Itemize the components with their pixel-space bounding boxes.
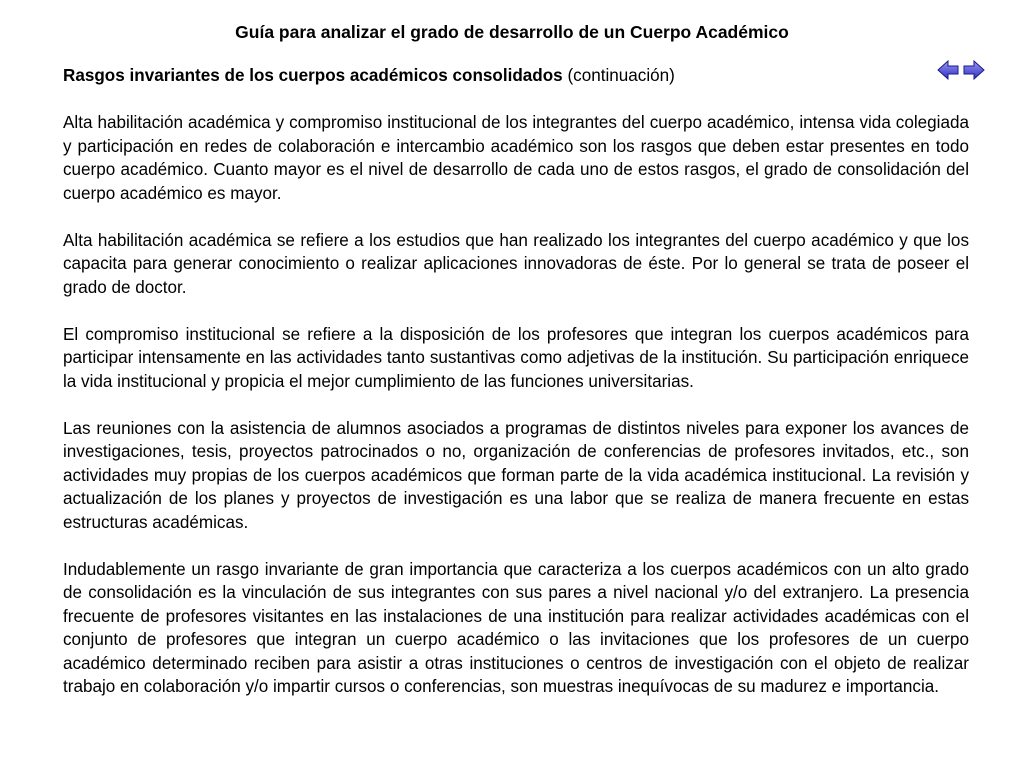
paragraph-meetings: Las reuniones con la asistencia de alumnos asociados a programas de distintos niveles para exponer los avances de investigaciones, tesis, proyectos patrocinados o no, organización de conferencias de profesores invitados, etc., son actividades muy propias de los cuerpos académicos que forman parte de la vida académica institucional. La revisión y actualización de los planes y proyectos de investigación es una labor que se realiza de manera frecuente en estas estructuras académicas. bbox=[63, 418, 969, 532]
paragraph-institutional-commitment: El compromiso institucional se refiere a la disposición de los profesores que integran los cuerpos académicos para participar intensamente en las actividades tanto sustantivas como adjetivas de la institución. Su participación enriquece la vida institucional y propicia el mejor cumplimiento de las funciones universitarias. bbox=[63, 324, 969, 391]
section-subtitle-bold: Rasgos invariantes de los cuerpos académicos consolidados bbox=[63, 66, 563, 85]
paragraph-academic-qualification: Alta habilitación académica se refiere a los estudios que han realizado los integrantes del cuerpo académico y que los capacita para generar conocimiento o realizar aplicaciones innovadoras de éste. Por lo general se trata de poseer el grado de doctor. bbox=[63, 230, 969, 297]
section-subtitle-suffix: (continuación) bbox=[562, 66, 675, 85]
slide-body bbox=[63, 64, 969, 722]
page-title: Guía para analizar el grado de desarrollo de un Cuerpo Académico bbox=[235, 22, 789, 42]
paragraph-invariant-traits: Alta habilitación académica y compromiso institucional de los integrantes del cuerpo académico, intensa vida colegiada y participación en redes de colaboración e intercambio académico son los rasgos que deben estar presentes en todo cuerpo académico. Cuanto mayor es el nivel de desarrollo de cada uno de estos rasgos, el grado de consolidación del cuerpo académico es mayor. bbox=[63, 113, 969, 203]
section-subtitle bbox=[63, 64, 969, 88]
paragraph-linkage: Indudablemente un rasgo invariante de gran importancia que caracteriza a los cuerpos académicos con un alto grado de consolidación es la vinculación de sus integrantes con sus pares a nivel nacional y/o del extranjero. La presencia frecuente de profesores visitantes en las instalaciones de una institución para realizar actividades académicas con el conjunto de profesores que integran un cuerpo académico o las invitaciones que los profesores de un cuerpo académico determinado reciben para asistir a otras instituciones o centros de investigación con el objeto de realizar trabajo en colaboración y/o impartir cursos o conferencias, son muestras inequívocas de su madurez e importancia. bbox=[63, 559, 969, 696]
